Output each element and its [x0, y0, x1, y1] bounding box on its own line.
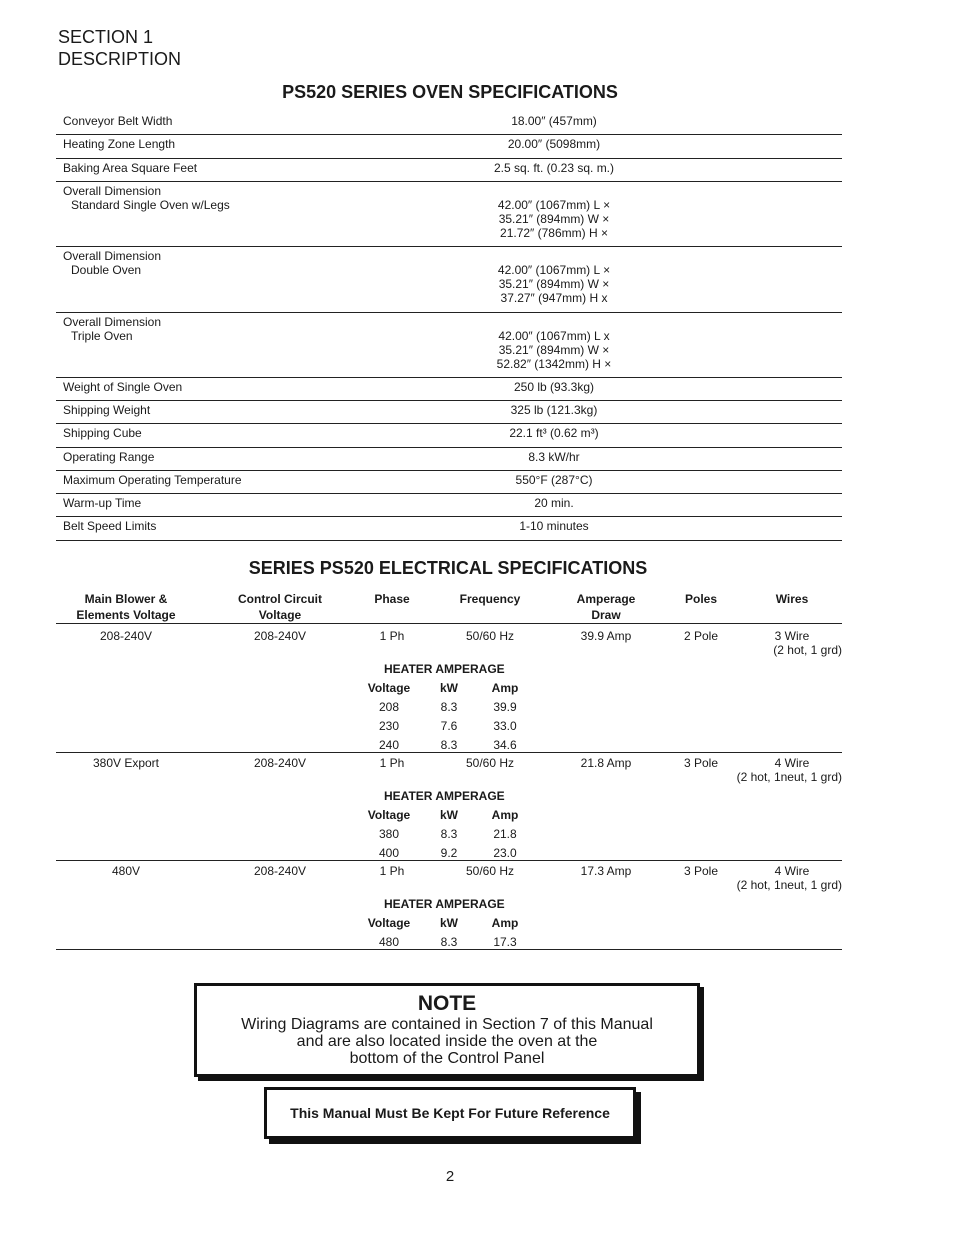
electrical-cell: 4 Wire	[774, 864, 810, 878]
spec-values	[396, 329, 712, 371]
spec-value: 8.3 kW/hr	[528, 450, 580, 464]
heater-column-header: Amp	[491, 681, 519, 695]
table-rule	[56, 752, 842, 753]
spec-value: 18.00″ (457mm)	[511, 114, 597, 128]
spec-row	[56, 159, 842, 182]
heater-column-header: Amp	[491, 916, 519, 930]
heater-cell: 8.3	[440, 700, 458, 714]
column-header: Control Circuit	[238, 592, 322, 606]
electrical-cell: 208-240V	[253, 629, 307, 643]
column-header: Voltage	[258, 608, 302, 622]
spec-label: Heating Zone Length	[63, 137, 176, 151]
spec-value: 2.5 sq. ft. (0.23 sq. m.)	[493, 161, 615, 175]
wires-note: (2 hot, 1neut, 1 grd)	[736, 770, 842, 784]
spec-row	[56, 378, 842, 401]
heater-cell: 208	[378, 700, 400, 714]
section-number: SECTION 1	[58, 27, 154, 47]
electrical-cell: 4 Wire	[774, 756, 810, 770]
spec-sublabel: Standard Single Oven w/Legs	[71, 198, 230, 212]
spec-values	[396, 263, 712, 305]
spec-value: 42.00″ (1067mm) L ×	[497, 198, 611, 212]
spec-label: Belt Speed Limits	[63, 519, 157, 533]
spec-value: 550°F (287°C)	[515, 473, 593, 487]
column-header: Amperage	[576, 592, 636, 606]
heater-amperage-title: HEATER AMPERAGE	[384, 662, 505, 676]
electrical-cell: 480V	[111, 864, 141, 878]
spec-label: Shipping Weight	[63, 403, 151, 417]
spec-row	[56, 112, 842, 135]
wires-note: (2 hot, 1neut, 1 grd)	[736, 878, 842, 892]
table-rule	[56, 860, 842, 861]
heater-column-header: kW	[440, 808, 458, 822]
spec-value: 52.82″ (1342mm) H ×	[496, 357, 612, 371]
heater-cell: 7.6	[440, 719, 458, 733]
spec-value: 20.00″ (5098mm)	[507, 137, 601, 151]
heater-cell: 8.3	[440, 738, 458, 752]
electrical-cell: 17.3 Amp	[580, 864, 632, 878]
spec-label: Overall Dimension	[63, 249, 162, 263]
spec-value: 35.21″ (894mm) W ×	[498, 343, 610, 357]
heater-column-header: Voltage	[367, 681, 411, 695]
electrical-cell: 50/60 Hz	[465, 864, 515, 878]
spec-label: Shipping Cube	[63, 426, 142, 440]
spec-row	[56, 517, 842, 541]
electrical-specs-title: SERIES PS520 ELECTRICAL SPECIFICATIONS	[248, 558, 648, 578]
electrical-cell: 1 Ph	[379, 756, 405, 770]
spec-value: 35.21″ (894mm) W ×	[498, 212, 610, 226]
electrical-cell: 208-240V	[253, 864, 307, 878]
heater-cell: 230	[378, 719, 400, 733]
heater-amperage-title: HEATER AMPERAGE	[384, 789, 505, 803]
electrical-cell: 39.9 Amp	[580, 629, 632, 643]
heater-cell: 21.8	[493, 827, 517, 841]
electrical-cell: 3 Pole	[683, 756, 719, 770]
heater-cell: 23.0	[493, 846, 517, 860]
heater-column-header: Voltage	[367, 916, 411, 930]
electrical-cell: 3 Pole	[683, 864, 719, 878]
heater-cell: 8.3	[440, 827, 458, 841]
heater-cell: 34.6	[493, 738, 517, 752]
spec-label: Baking Area Square Feet	[63, 161, 198, 175]
oven-specs-title: PS520 SERIES OVEN SPECIFICATIONS	[282, 82, 618, 102]
column-header: Frequency	[459, 592, 521, 606]
spec-sublabel: Double Oven	[71, 263, 142, 277]
spec-label: Overall Dimension	[63, 184, 162, 198]
heater-cell: 17.3	[493, 935, 517, 949]
spec-value: 20 min.	[534, 496, 574, 510]
electrical-cell: 208-240V	[253, 756, 307, 770]
column-header: Elements Voltage	[76, 608, 176, 622]
spec-row	[56, 424, 842, 448]
spec-row	[56, 448, 842, 471]
electrical-cell: 208-240V	[99, 629, 153, 643]
electrical-cell: 380V Export	[92, 756, 160, 770]
column-header: Wires	[775, 592, 809, 606]
spec-value: 37.27″ (947mm) H x	[500, 291, 608, 305]
note-line: bottom of the Control Panel	[349, 1050, 545, 1067]
electrical-cell: 21.8 Amp	[580, 756, 632, 770]
heater-cell: 39.9	[493, 700, 517, 714]
oven-specs-table	[56, 112, 842, 541]
electrical-cell: 1 Ph	[379, 629, 405, 643]
heater-cell: 33.0	[493, 719, 517, 733]
spec-row	[56, 135, 842, 159]
electrical-cell: 50/60 Hz	[465, 756, 515, 770]
spec-row	[56, 401, 842, 424]
heater-cell: 240	[378, 738, 400, 752]
section-title: DESCRIPTION	[58, 49, 182, 69]
heater-column-header: Voltage	[367, 808, 411, 822]
spec-sublabel: Triple Oven	[71, 329, 133, 343]
wires-note: (2 hot, 1 grd)	[773, 643, 842, 657]
spec-row	[56, 313, 842, 378]
spec-value: 21.72″ (786mm) H ×	[500, 226, 608, 240]
spec-label: Weight of Single Oven	[63, 380, 183, 394]
spec-row	[56, 182, 842, 247]
spec-label: Conveyor Belt Width	[63, 114, 173, 128]
spec-row	[56, 471, 842, 494]
note-line: Wiring Diagrams are contained in Section 7 of this Manual	[241, 1016, 653, 1033]
section-heading	[58, 26, 181, 70]
column-header: Phase	[374, 592, 410, 606]
spec-value: 42.00″ (1067mm) L ×	[497, 263, 611, 277]
column-header: Draw	[591, 608, 621, 622]
spec-value: 325 lb (121.3kg)	[510, 403, 598, 417]
note-line: and are also located inside the oven at the	[296, 1033, 598, 1050]
spec-values	[396, 198, 712, 240]
table-rule	[56, 949, 842, 950]
spec-value: 250 lb (93.3kg)	[513, 380, 595, 394]
note-title: NOTE	[417, 992, 477, 1015]
spec-value: 35.21″ (894mm) W ×	[498, 277, 610, 291]
heater-cell: 9.2	[440, 846, 458, 860]
electrical-cell: 2 Pole	[683, 629, 719, 643]
electrical-cell: 1 Ph	[379, 864, 405, 878]
note-box	[194, 983, 700, 1077]
spec-label: Operating Range	[63, 450, 155, 464]
heater-cell: 8.3	[440, 935, 458, 949]
spec-label: Overall Dimension	[63, 315, 162, 329]
spec-label: Maximum Operating Temperature	[63, 473, 242, 487]
table-rule	[56, 623, 842, 624]
heater-column-header: Amp	[491, 808, 519, 822]
spec-value: 22.1 ft³ (0.62 m³)	[509, 426, 599, 440]
heater-column-header: kW	[440, 916, 458, 930]
column-header: Main Blower &	[84, 592, 168, 606]
column-header: Poles	[684, 592, 717, 606]
heater-cell: 480	[378, 935, 400, 949]
heater-cell: 380	[378, 827, 400, 841]
heater-cell: 400	[378, 846, 400, 860]
keep-manual-notice: This Manual Must Be Kept For Future Reference	[264, 1087, 636, 1139]
heater-column-header: kW	[440, 681, 458, 695]
electrical-cell: 50/60 Hz	[465, 629, 515, 643]
page-number: 2	[445, 1168, 455, 1185]
spec-row	[56, 494, 842, 517]
spec-value: 1-10 minutes	[519, 519, 589, 533]
heater-amperage-title: HEATER AMPERAGE	[384, 897, 505, 911]
spec-value: 42.00″ (1067mm) L x	[498, 329, 610, 343]
spec-label: Warm-up Time	[63, 496, 142, 510]
spec-row	[56, 247, 842, 313]
electrical-cell: 3 Wire	[774, 629, 810, 643]
